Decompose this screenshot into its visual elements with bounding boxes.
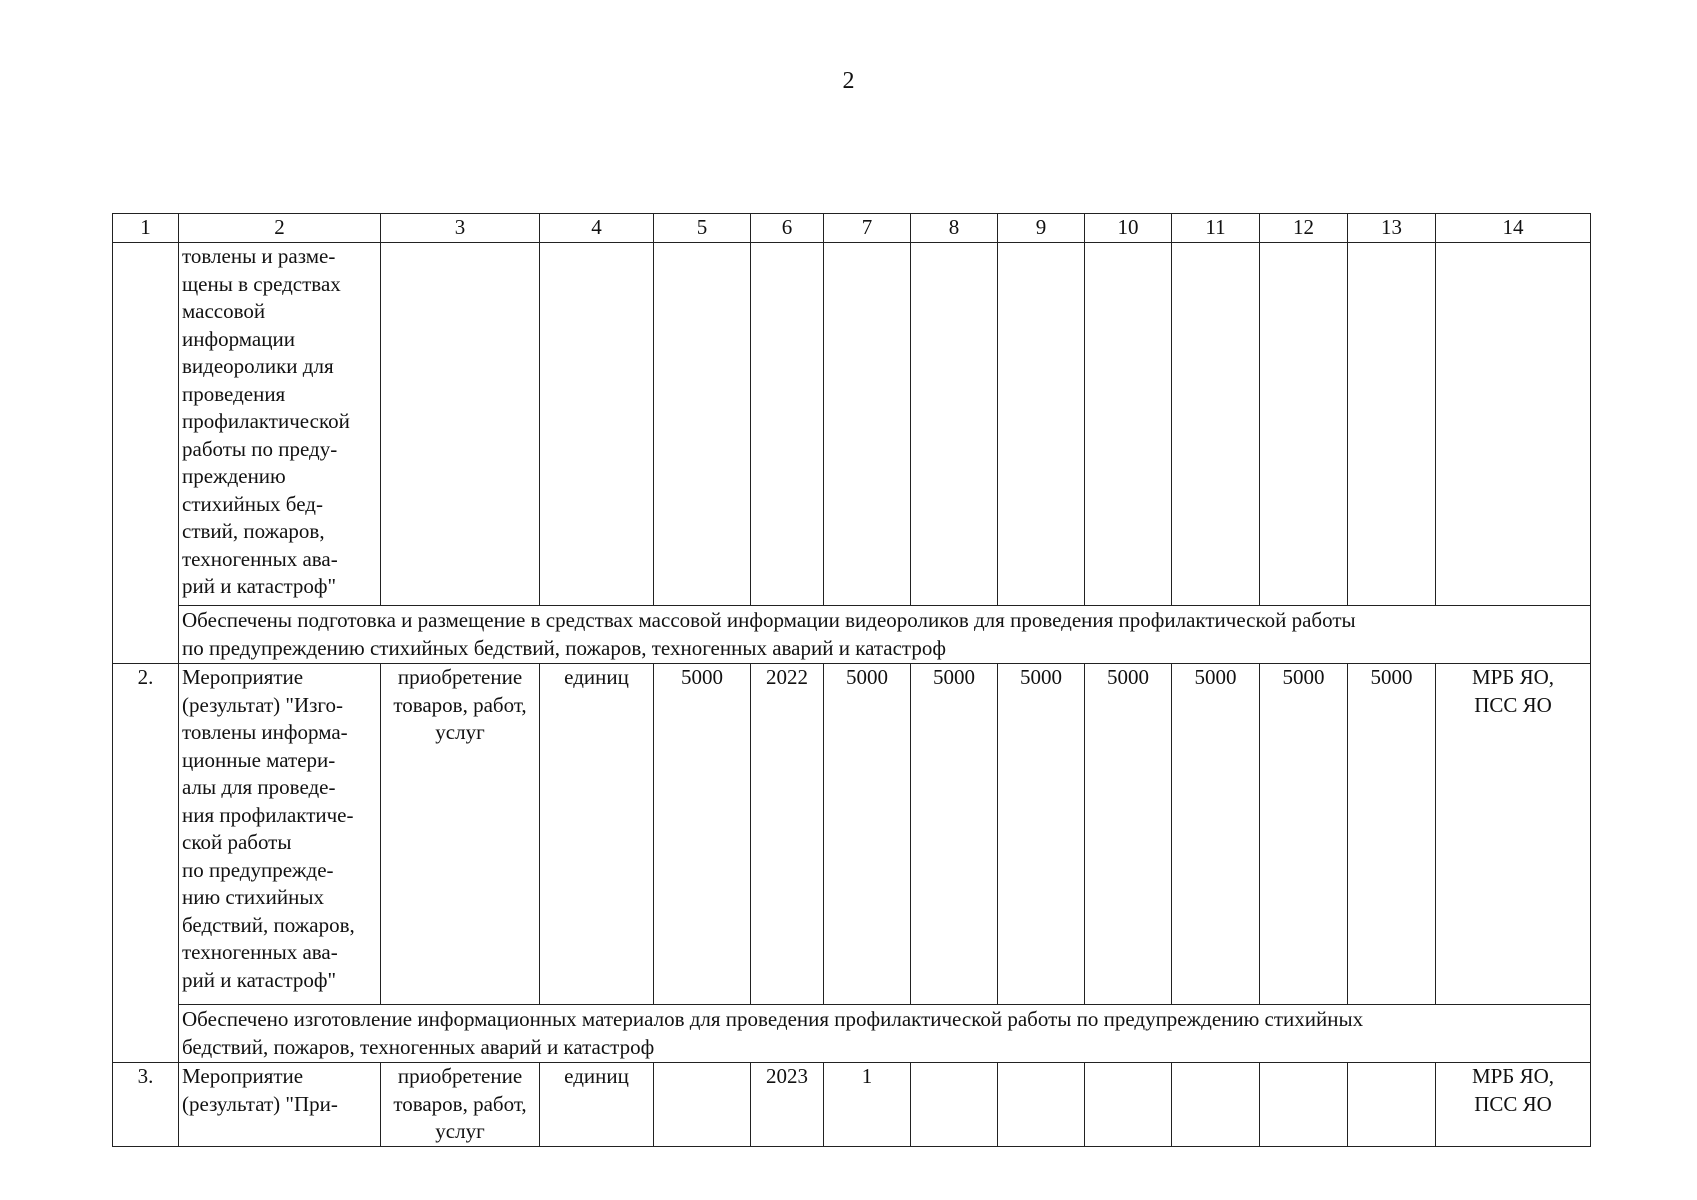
base-value-cell — [654, 1063, 751, 1147]
description-cell — [179, 1063, 381, 1147]
desc-line: ционные матери- — [182, 747, 336, 772]
empty-cell — [1085, 243, 1172, 606]
desc-line: нию стихийных — [182, 885, 324, 909]
column-number-row — [113, 214, 1591, 243]
desc-line: Мероприятие — [182, 665, 304, 689]
desc-line: преждению — [182, 464, 286, 488]
value-cell — [1172, 1063, 1260, 1147]
desc-line: работы по преду- — [182, 436, 338, 461]
col-header: 2 — [179, 214, 381, 243]
type-line: услуг — [435, 720, 485, 744]
col-header: 14 — [1436, 214, 1591, 243]
unit-cell: единиц — [540, 664, 654, 1005]
empty-cell — [751, 243, 824, 606]
summary-row — [113, 1005, 1591, 1063]
summary-cell — [179, 606, 1591, 664]
empty-cell — [540, 243, 654, 606]
type-line: приобретение — [397, 665, 523, 689]
desc-line: массовой — [182, 299, 266, 323]
description-cell — [179, 664, 381, 1005]
value-cell: 5000 — [1172, 664, 1260, 1005]
desc-line: информации — [182, 326, 295, 351]
empty-cell — [911, 243, 998, 606]
empty-cell — [824, 243, 911, 606]
desc-line: ния профилактиче- — [182, 802, 354, 827]
col-header: 12 — [1260, 214, 1348, 243]
desc-line: товлены информа- — [182, 720, 348, 744]
resp-line: ПСС ЯО — [1474, 692, 1552, 717]
value-cell — [1085, 1063, 1172, 1147]
col-header: 6 — [751, 214, 824, 243]
value-cell — [998, 1063, 1085, 1147]
base-year-cell: 2022 — [751, 664, 824, 1005]
desc-line: по предупрежде- — [182, 857, 334, 882]
col-header: 13 — [1348, 214, 1436, 243]
row-number-cell — [113, 243, 179, 664]
resp-line: МРБ ЯО, — [1471, 665, 1555, 689]
resp-line: ПСС ЯО — [1474, 1091, 1552, 1116]
empty-cell — [1436, 243, 1591, 606]
value-cell: 5000 — [1348, 664, 1436, 1005]
summary-line: Обеспечено изготовление информационных материалов для проведения профилактической работы по предупреждению стихийных — [182, 1007, 1364, 1031]
empty-cell — [654, 243, 751, 606]
row-number-cell: 3. — [113, 1063, 179, 1147]
empty-cell — [381, 243, 540, 606]
col-header: 11 — [1172, 214, 1260, 243]
value-cell — [911, 1063, 998, 1147]
col-header: 1 — [113, 214, 179, 243]
value-cell: 5000 — [1260, 664, 1348, 1005]
col-header: 4 — [540, 214, 654, 243]
value-cell — [1348, 1063, 1436, 1147]
value-cell: 1 — [824, 1063, 911, 1147]
col-header: 7 — [824, 214, 911, 243]
summary-line: по предупреждению стихийных бедствий, пожаров, техногенных аварий и катастроф — [182, 636, 946, 660]
desc-line: видеоролики для — [182, 354, 334, 378]
desc-line: проведения — [182, 381, 286, 406]
desc-line: щены в средствах — [182, 271, 341, 296]
value-cell — [1260, 1063, 1348, 1147]
expense-type-cell — [381, 1063, 540, 1147]
resp-line: МРБ ЯО, — [1471, 1064, 1555, 1088]
page-number: 2 — [842, 68, 855, 94]
type-line: услуг — [435, 1119, 485, 1143]
type-line: приобретение — [397, 1064, 523, 1088]
desc-line: техногенных ава- — [182, 940, 338, 964]
desc-line: стихийных бед- — [182, 491, 323, 516]
row-number-cell: 2. — [113, 664, 179, 1063]
empty-cell — [1348, 243, 1436, 606]
desc-line: бедствий, пожаров, — [182, 912, 355, 937]
col-header: 3 — [381, 214, 540, 243]
col-header: 5 — [654, 214, 751, 243]
summary-cell — [179, 1005, 1591, 1063]
desc-line: рий и катастроф" — [182, 574, 337, 598]
unit-cell: единиц — [540, 1063, 654, 1147]
responsible-cell — [1436, 1063, 1591, 1147]
value-cell: 5000 — [911, 664, 998, 1005]
plan-table — [112, 213, 1591, 1147]
summary-line: Обеспечены подготовка и размещение в средствах массовой информации видеороликов для проведения профилактической работы — [182, 608, 1356, 632]
desc-line: техногенных ава- — [182, 546, 338, 571]
desc-line: ской работы — [182, 830, 292, 854]
desc-line: (результат) "При- — [182, 1091, 338, 1116]
summary-row — [113, 606, 1591, 664]
desc-line: профилактической — [182, 409, 350, 433]
summary-line: бедствий, пожаров, техногенных аварий и катастроф — [182, 1035, 655, 1059]
empty-cell — [1172, 243, 1260, 606]
value-cell: 5000 — [1085, 664, 1172, 1005]
expense-type-cell — [381, 664, 540, 1005]
desc-line: алы для проведе- — [182, 775, 336, 799]
type-line: товаров, работ, — [393, 692, 527, 717]
desc-line: товлены и разме- — [182, 244, 336, 268]
responsible-cell — [1436, 664, 1591, 1005]
col-header: 9 — [998, 214, 1085, 243]
table-row — [113, 243, 1591, 606]
desc-line: (результат) "Изго- — [182, 692, 344, 717]
desc-line: ствий, пожаров, — [182, 519, 325, 543]
table-row — [113, 664, 1591, 1005]
table-row — [113, 1063, 1591, 1147]
desc-line: Мероприятие — [182, 1064, 304, 1088]
desc-line: рий и катастроф" — [182, 967, 337, 992]
col-header: 10 — [1085, 214, 1172, 243]
type-line: товаров, работ, — [393, 1091, 527, 1116]
empty-cell — [998, 243, 1085, 606]
value-cell: 5000 — [824, 664, 911, 1005]
base-year-cell: 2023 — [751, 1063, 824, 1147]
empty-cell — [1260, 243, 1348, 606]
col-header: 8 — [911, 214, 998, 243]
value-cell: 5000 — [998, 664, 1085, 1005]
base-value-cell: 5000 — [654, 664, 751, 1005]
description-cell — [179, 243, 381, 606]
